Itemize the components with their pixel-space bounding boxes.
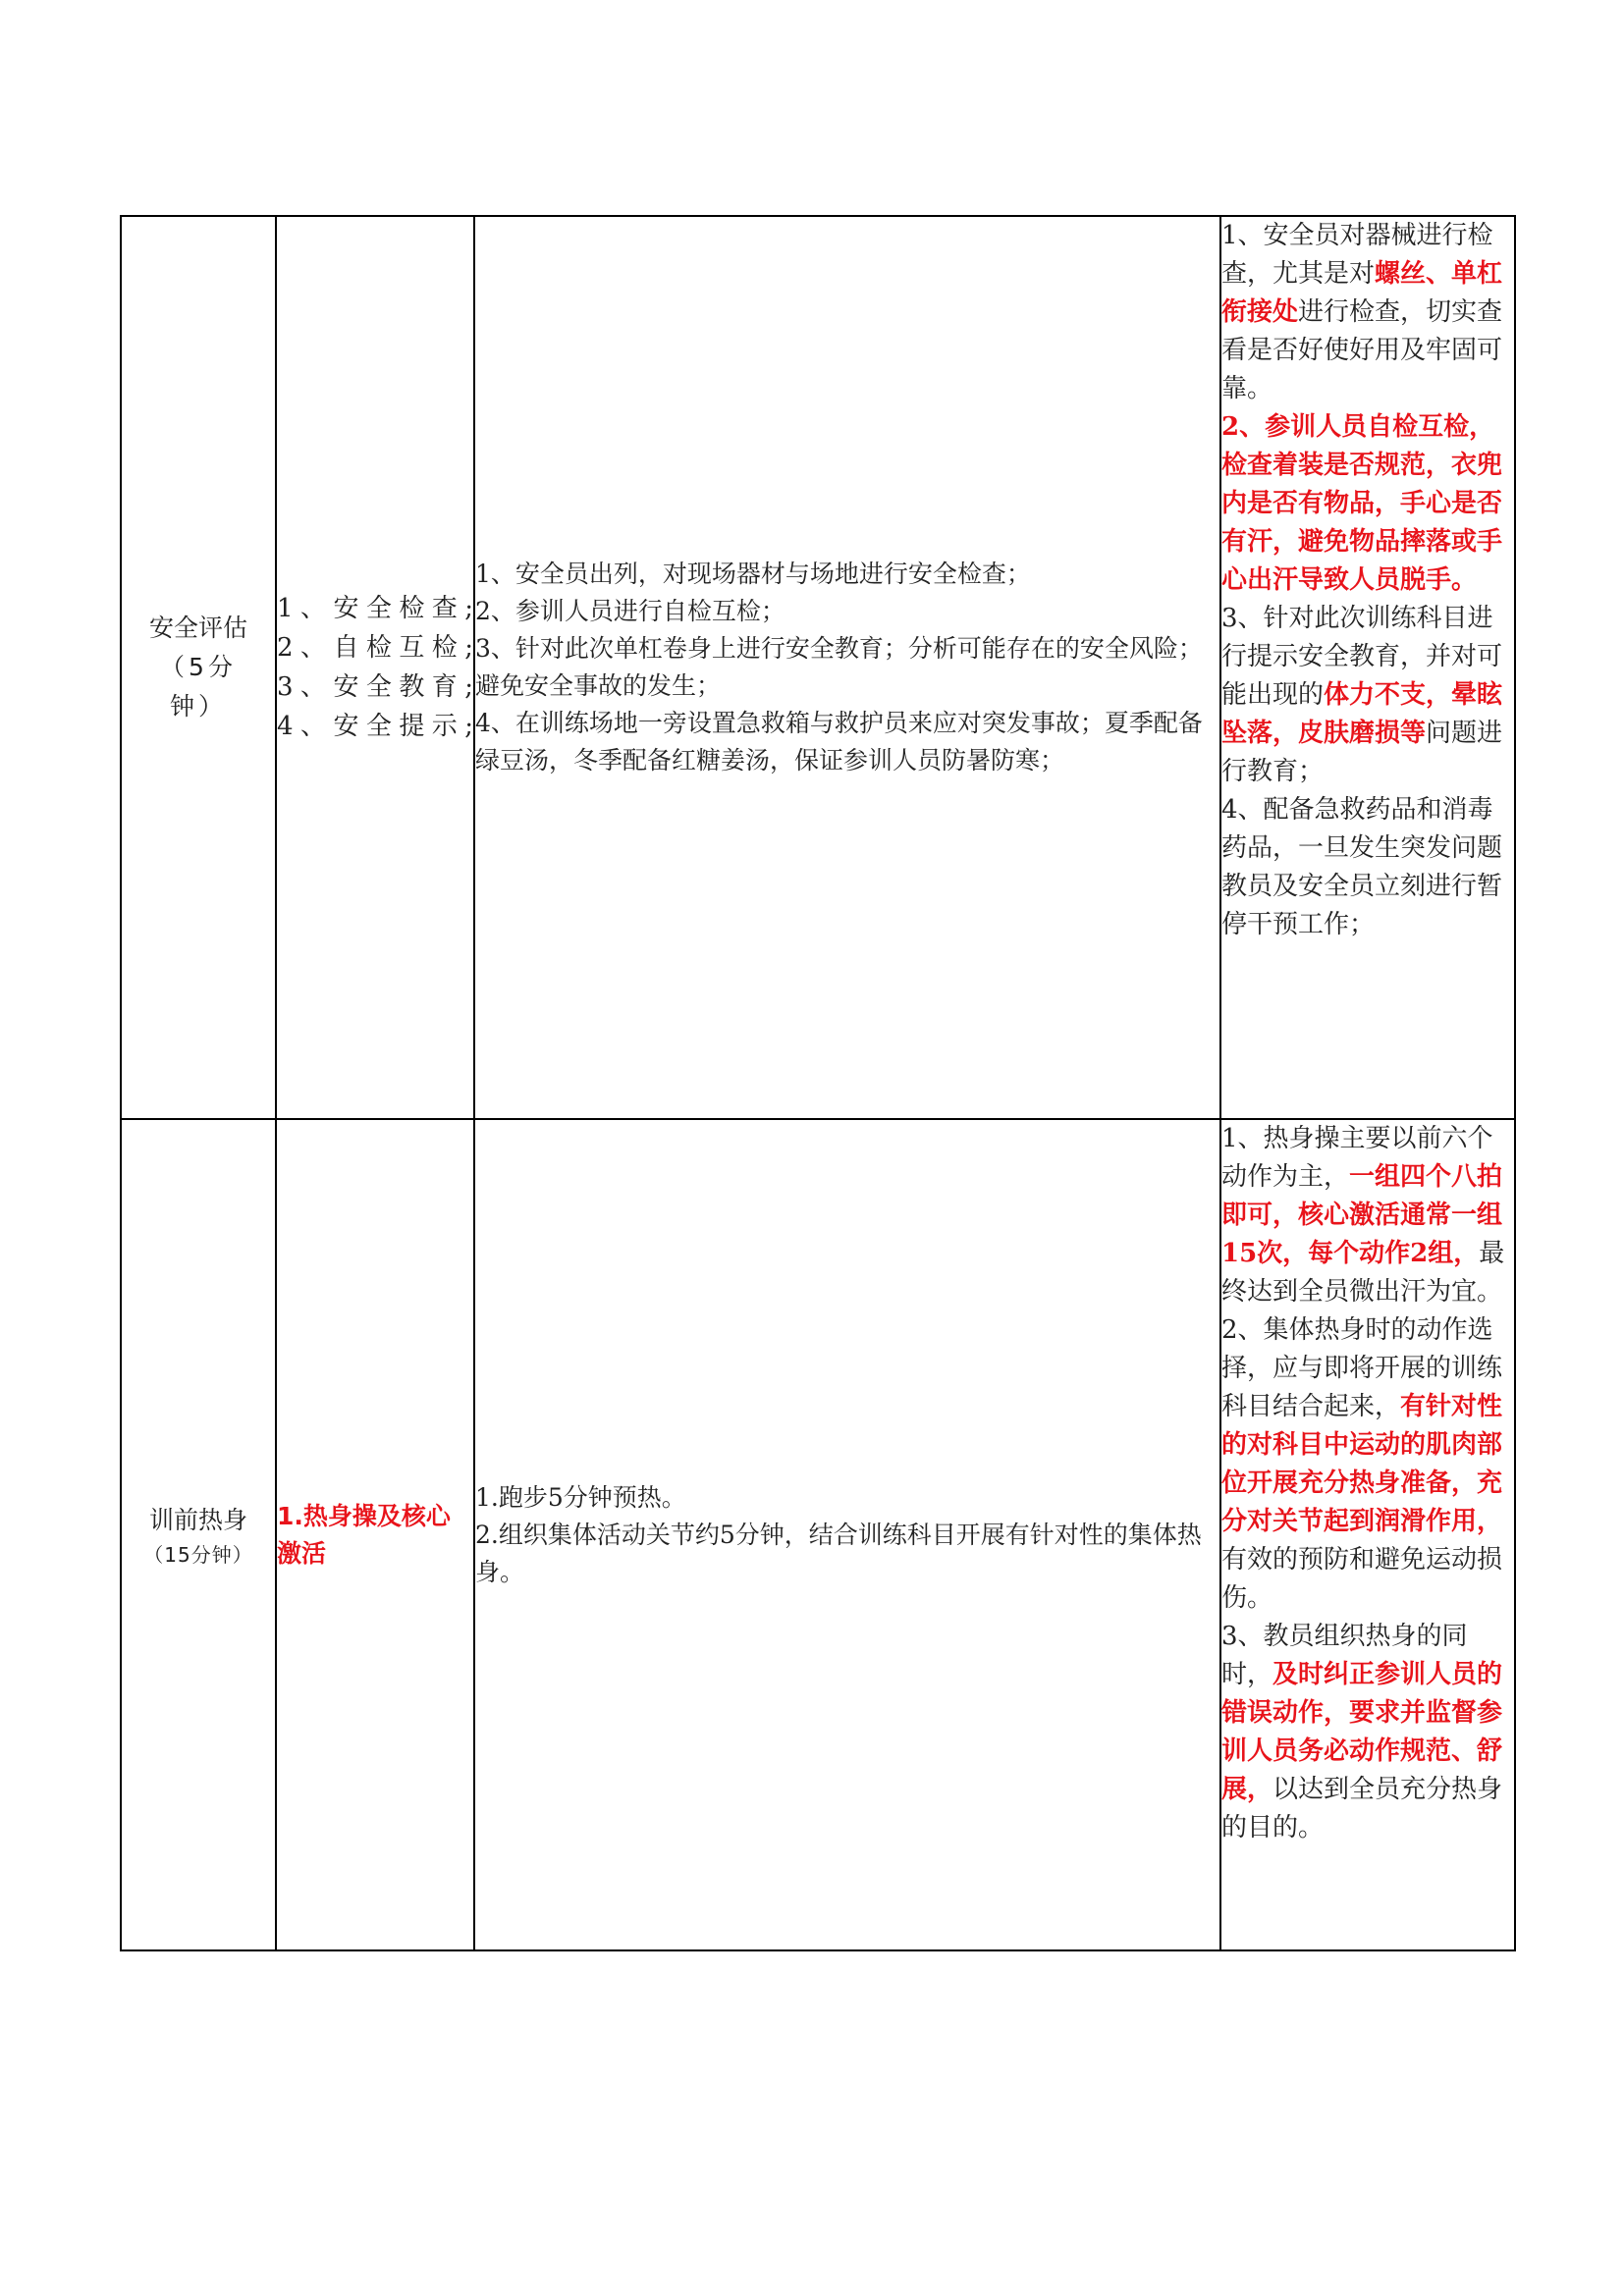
note-item: [1221, 1311, 1514, 1618]
note-text: 最终达到全员微出汗为宜。: [1221, 1239, 1505, 1307]
content-item: 1、安全检查;: [277, 594, 473, 623]
content-cell: [276, 216, 474, 1119]
note-text: 进行检查，切实查看是否好使好用及牢固可靠。: [1221, 297, 1503, 403]
note-item: [1221, 217, 1514, 408]
note-text: 2、集体热身时的动作选择，应与即将开展的训练科目结合起来，: [1221, 1315, 1503, 1421]
note-highlight: 一组四个八拍即可，核心激活通常一组15次，每个动作2组，: [1221, 1162, 1503, 1268]
note-highlight: 螺丝、单杠衔接处: [1221, 259, 1503, 327]
method-cell: [474, 216, 1220, 1119]
training-plan-table: [120, 215, 1516, 1951]
method-cell: [474, 1119, 1220, 1950]
notes-cell: [1220, 216, 1515, 1119]
note-text: 3、教员组织热身的同时，: [1221, 1622, 1468, 1689]
content-item: 3、安全教育;: [277, 672, 473, 702]
method-line: 1、安全员出列，对现场器材与场地进行安全检查；: [475, 560, 1031, 588]
note-text: 1、热身操主要以前六个动作为主，: [1221, 1124, 1493, 1192]
content-item: 2、自检互检;: [277, 633, 473, 663]
note-text: 有效的预防和避免运动损伤。: [1221, 1545, 1503, 1613]
method-line: 2、参训人员进行自检互检；: [475, 597, 785, 625]
note-highlight: 及时纠正参训人员的错误动作，要求并监督参训人员务必动作规范、舒展，: [1221, 1660, 1503, 1804]
stage-duration: （5分钟）: [160, 653, 237, 721]
stage-cell: [121, 216, 276, 1119]
note-item: [1221, 1618, 1514, 1847]
note-highlight: 2、参训人员自检互检，检查着装是否规范，衣兜内是否有物品，手心是否有汗，避免物品摔落或手心出汗导致人员脱手。: [1221, 412, 1503, 595]
content-item: 4、安全提示;: [277, 712, 473, 741]
note-text: 3、针对此次训练科目进行提示安全教育，并对可能出现的: [1221, 604, 1503, 710]
note-text: 1、安全员对器械进行检查，尤其是对: [1221, 221, 1493, 289]
note-highlight: 体力不支，晕眩坠落，皮肤磨损等: [1221, 680, 1503, 748]
method-line: 1.跑步5分钟预热。: [475, 1482, 686, 1512]
content-item: 1.热身操及核心激活: [277, 1501, 451, 1568]
note-item: [1221, 600, 1514, 791]
note-text: 以达到全员充分热身的目的。: [1221, 1775, 1503, 1842]
content-cell: [276, 1119, 474, 1950]
stage-cell: [121, 1119, 276, 1950]
table-row-safety-assessment: [121, 216, 1515, 1119]
stage-title: 训前热身: [148, 1505, 247, 1534]
note-item: [1221, 1120, 1514, 1311]
stage-duration: （15分钟）: [143, 1542, 253, 1567]
method-line: 3、针对此次单杠卷身上进行安全教育；分析可能存在的安全风险；避免安全事故的发生；: [475, 634, 1203, 700]
note-item: 4、配备急救药品和消毒药品，一旦发生突发问题教员及安全员立刻进行暂停干预工作；: [1221, 795, 1503, 939]
note-highlight: 有针对性的对科目中运动的肌肉部位开展充分热身准备，充分对关节起到润滑作用，: [1221, 1392, 1503, 1536]
table-row-warmup: [121, 1119, 1515, 1950]
notes-cell: [1220, 1119, 1515, 1950]
note-text: 问题进行教育；: [1221, 719, 1503, 786]
stage-title: 安全评估: [148, 614, 247, 642]
method-line: 4、在训练场地一旁设置急救箱与救护员来应对突发事故；夏季配备绿豆汤，冬季配备红糖姜汤，保证参训人员防暑防寒；: [475, 709, 1203, 774]
method-line: 2.组织集体活动关节约5分钟，结合训练科目开展有针对性的集体热身。: [475, 1520, 1202, 1586]
